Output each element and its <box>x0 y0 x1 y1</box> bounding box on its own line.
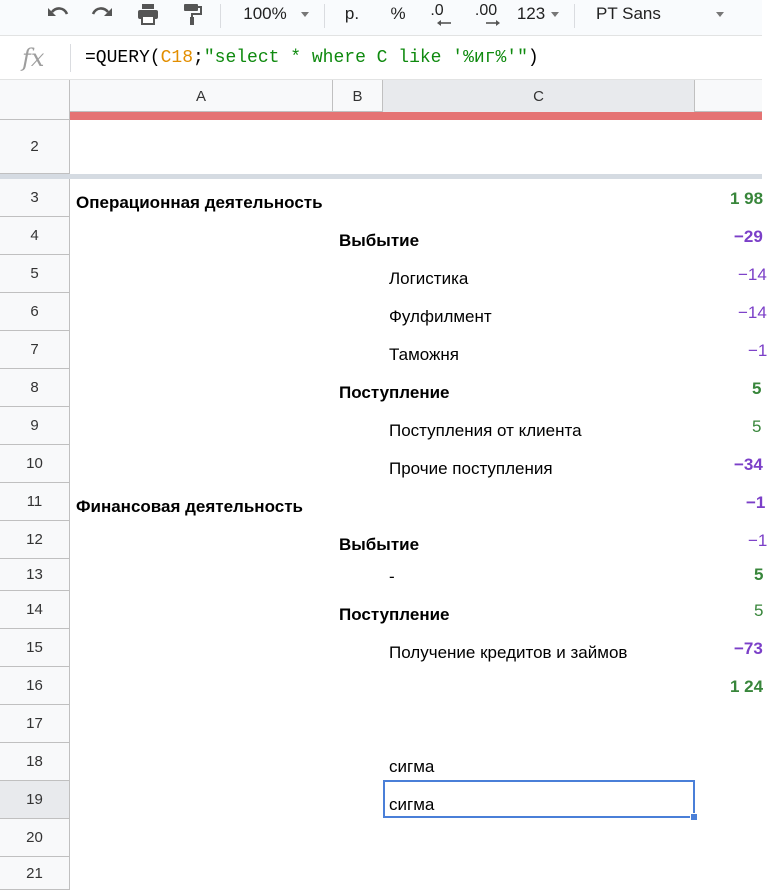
font-family-value: PT Sans <box>596 4 661 23</box>
grid-row <box>0 179 762 217</box>
cell-label[interactable]: Прочие поступления <box>389 459 553 478</box>
grid-row <box>0 559 762 591</box>
grid-row <box>0 293 767 331</box>
more-formats-label: 123 <box>516 4 546 23</box>
cell-value[interactable]: 1 98 <box>730 189 764 208</box>
zoom-value: 100% <box>243 4 287 23</box>
chevron-down-icon <box>301 12 309 17</box>
column-header-a[interactable]: A <box>70 80 333 112</box>
toolbar <box>0 0 762 36</box>
redo-icon <box>90 4 114 24</box>
cell-value[interactable]: −1 <box>748 531 767 550</box>
row-header[interactable]: 4 <box>0 217 70 255</box>
formula-separator <box>70 44 71 72</box>
row-header[interactable]: 17 <box>0 705 70 743</box>
row-header[interactable] <box>0 112 70 120</box>
decrease-decimal-label: .0 <box>430 2 444 19</box>
print-button[interactable] <box>132 0 164 28</box>
currency-format-button[interactable] <box>336 0 368 28</box>
grid-row <box>0 120 762 174</box>
increase-decimal-button[interactable] <box>466 0 506 28</box>
zoom-select[interactable] <box>236 0 316 28</box>
formula-prefix: =QUERY( <box>85 48 161 68</box>
cell-label[interactable]: Получение кредитов и займов <box>389 643 628 662</box>
formula-separator-char: ; <box>193 48 204 68</box>
cell-label[interactable]: Операционная деятельность <box>76 193 323 212</box>
toolbar-separator <box>324 4 325 28</box>
row-header[interactable]: 10 <box>0 445 70 483</box>
row-header[interactable]: 2 <box>0 120 70 174</box>
cell-value[interactable]: −29 <box>734 227 763 246</box>
formula-cell-ref: C18 <box>160 48 194 68</box>
increase-decimal-label: .00 <box>474 2 498 19</box>
grid-row <box>0 705 762 743</box>
cell-label[interactable]: Выбытие <box>339 231 420 250</box>
row-header[interactable]: 15 <box>0 629 70 667</box>
formula-input[interactable] <box>85 48 539 68</box>
grid-row <box>0 667 762 705</box>
row-header[interactable]: 3 <box>0 179 70 217</box>
row-header[interactable]: 7 <box>0 331 70 369</box>
row-header[interactable]: 13 <box>0 559 70 591</box>
row-header[interactable]: 20 <box>0 819 70 857</box>
cell-value[interactable]: 5 <box>754 601 764 620</box>
column-header-d[interactable] <box>695 80 762 112</box>
grid-row <box>0 255 767 293</box>
row-header[interactable]: 11 <box>0 483 70 521</box>
active-cell-selection[interactable] <box>383 780 695 818</box>
cell-value[interactable]: −14 <box>738 303 767 322</box>
row-header[interactable]: 6 <box>0 293 70 331</box>
grid-row <box>0 483 766 521</box>
undo-button[interactable] <box>42 0 74 28</box>
select-all-corner[interactable] <box>0 80 70 112</box>
column-header-row <box>0 80 762 112</box>
row-header[interactable]: 9 <box>0 407 70 445</box>
currency-label: р. <box>344 4 360 23</box>
cell-label[interactable]: Поступление <box>339 605 450 624</box>
row-header[interactable]: 8 <box>0 369 70 407</box>
cell-label[interactable]: Логистика <box>389 269 469 288</box>
row-header[interactable]: 14 <box>0 591 70 629</box>
grid-row <box>0 857 762 890</box>
percent-format-button[interactable] <box>382 0 414 28</box>
formula-suffix: ) <box>527 48 539 68</box>
cell-value[interactable]: −14 <box>738 265 767 284</box>
cell-label[interactable]: Финансовая деятельность <box>76 497 303 516</box>
cell-value[interactable]: 5 <box>754 565 764 584</box>
row-header[interactable]: 12 <box>0 521 70 559</box>
cell-value[interactable]: 5 <box>752 417 762 436</box>
font-family-select[interactable] <box>590 0 730 28</box>
grid-row <box>0 112 762 120</box>
grid-row <box>0 521 767 559</box>
cell-label[interactable]: сигма <box>389 795 435 814</box>
chevron-down-icon <box>716 12 724 17</box>
row-header[interactable]: 18 <box>0 743 70 781</box>
print-icon <box>137 3 159 25</box>
chevron-down-icon <box>551 12 559 17</box>
row-header[interactable]: 5 <box>0 255 70 293</box>
fill-handle[interactable] <box>690 813 698 821</box>
grid-row <box>0 407 762 445</box>
formula-query-string: "select * where C like '%иг%'" <box>203 48 528 68</box>
arrow-right-icon <box>486 20 500 26</box>
row-header[interactable]: 16 <box>0 667 70 705</box>
cell-value[interactable]: −1 <box>746 493 766 512</box>
grid-row <box>0 743 762 781</box>
toolbar-separator <box>574 4 575 28</box>
percent-label: % <box>390 4 406 23</box>
column-header-b[interactable]: B <box>333 80 383 112</box>
cell-value[interactable]: −1 <box>748 341 767 360</box>
undo-icon <box>46 4 70 24</box>
cell-label[interactable]: Таможня <box>389 345 459 364</box>
paint-format-button[interactable] <box>176 0 208 28</box>
grid-row <box>0 819 762 857</box>
redo-button[interactable] <box>86 0 118 28</box>
grid-row <box>0 331 767 369</box>
cell-value[interactable]: −34 <box>734 455 763 474</box>
toolbar-separator <box>220 4 221 28</box>
row-header[interactable]: 21 <box>0 857 70 890</box>
cell-value[interactable]: 1 24 <box>730 677 764 696</box>
decrease-decimal-button[interactable] <box>420 0 454 28</box>
cell-label[interactable]: сигма <box>389 757 435 776</box>
grid-row <box>0 369 762 407</box>
cell-label[interactable]: - <box>389 567 395 586</box>
cell-value[interactable]: −73 <box>734 639 763 658</box>
cell-label[interactable]: Поступления от клиента <box>389 421 582 440</box>
arrow-left-icon <box>437 20 451 26</box>
formula-bar <box>0 36 762 80</box>
grid-row <box>0 445 762 483</box>
row-header[interactable]: 19 <box>0 781 70 819</box>
more-formats-button[interactable] <box>512 0 564 28</box>
paint-format-icon <box>182 3 202 25</box>
cell-label[interactable]: Фулфилмент <box>389 307 492 326</box>
grid-row <box>0 591 762 629</box>
cell-label[interactable]: Выбытие <box>339 535 420 554</box>
grid-row <box>0 217 762 255</box>
column-header-c[interactable]: C <box>383 80 695 112</box>
cell-value[interactable]: 5 <box>752 379 762 398</box>
cell-label[interactable]: Поступление <box>339 383 450 402</box>
fx-icon: fx <box>22 44 45 72</box>
grid-row <box>0 629 762 667</box>
